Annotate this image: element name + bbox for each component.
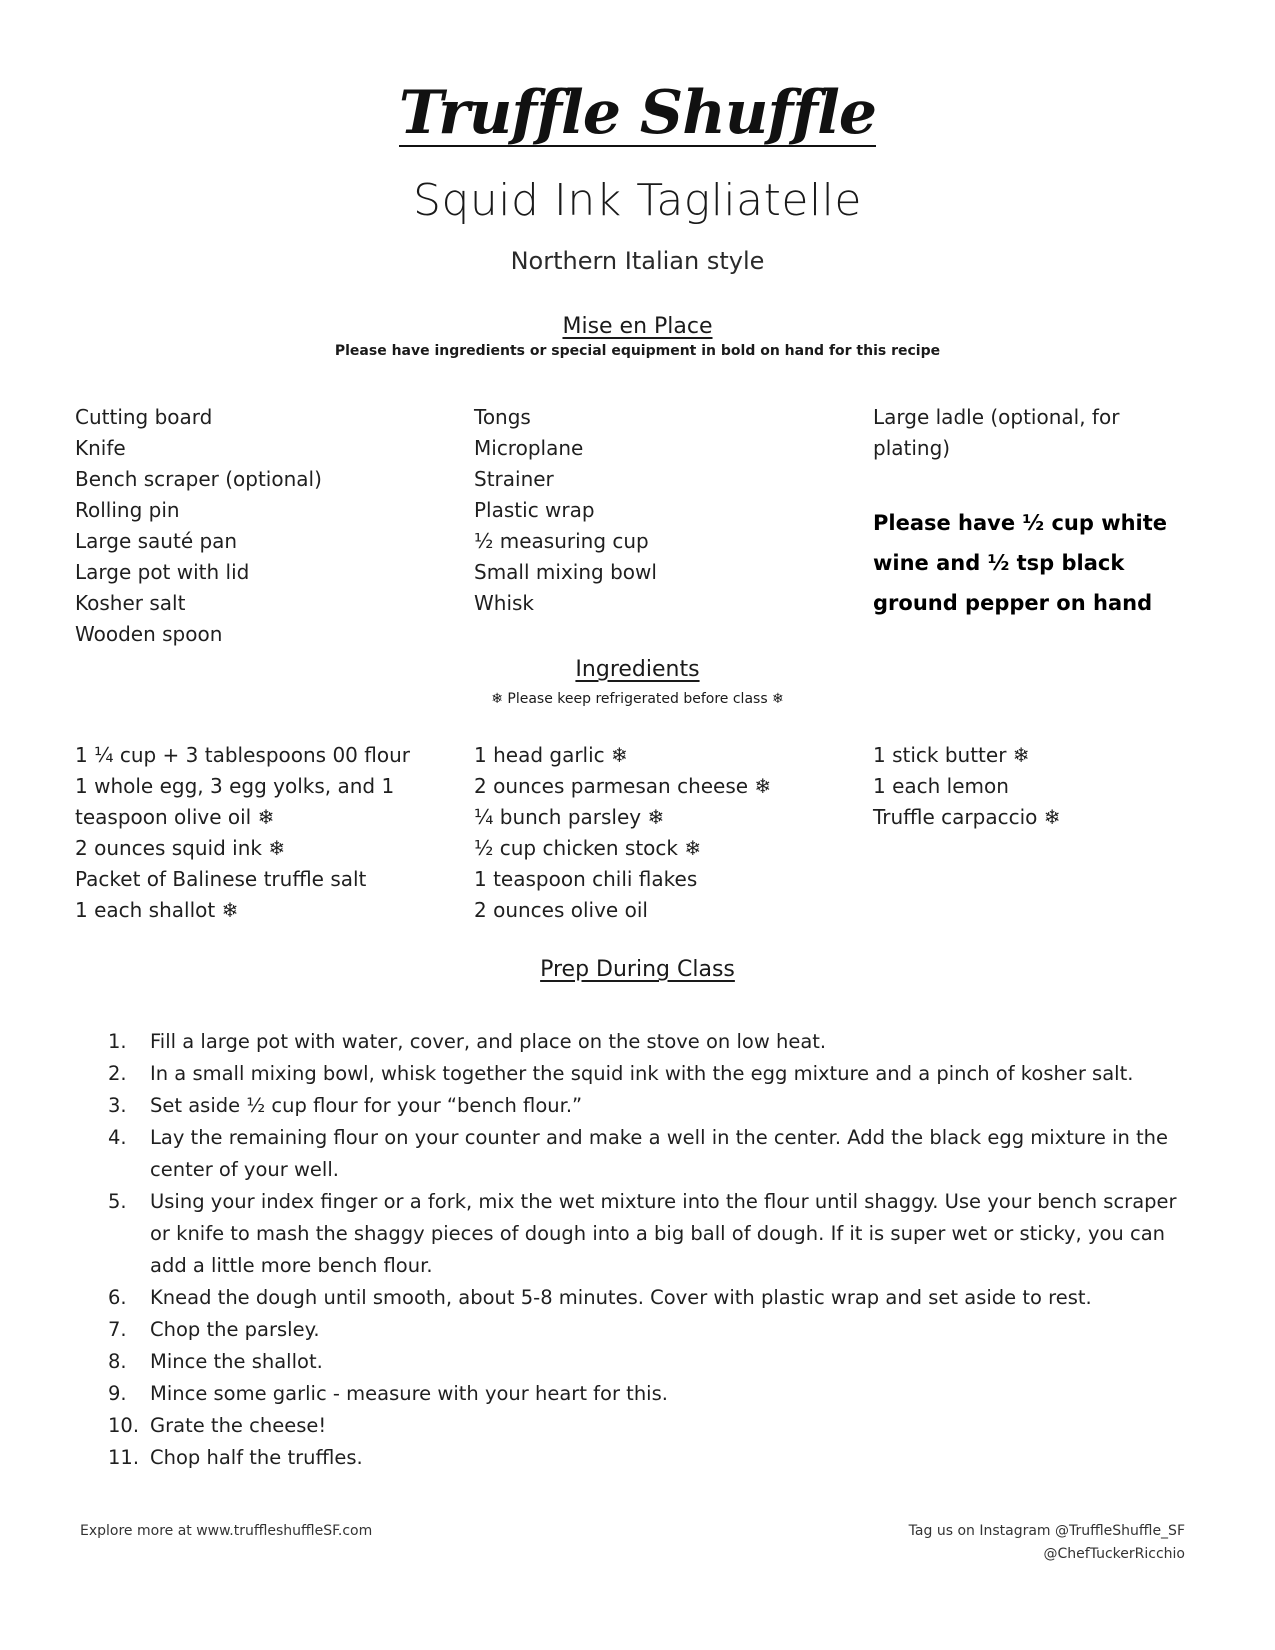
equipment-column-3 [873,402,1163,464]
step-text: Chop half the truffles. [150,1446,363,1469]
prep-step [108,1314,1198,1346]
equipment-item: Microplane [474,436,584,460]
step-number: 2. [108,1062,127,1085]
mise-en-place-note: Please have ingredients or special equipment in bold on hand for this recipe [334,343,941,359]
footer-website-link[interactable]: Explore more at www.truffleshuffleSF.com [80,1523,373,1539]
step-text: Knead the dough until smooth, about 5-8 minutes. Cover with plastic wrap and set aside to rest. [150,1286,1092,1309]
equipment-column-2 [474,402,657,619]
ingredient-item: 1 teaspoon chili flakes [474,867,698,891]
step-number: 6. [108,1286,127,1309]
step-text: In a small mixing bowl, whisk together the squid ink with the egg mixture and a pinch of kosher salt. [150,1062,1134,1085]
step-text: Mince the shallot. [150,1350,323,1373]
prep-steps-list [108,1026,1198,1474]
ingredient-item: 1 head garlic ❄ [474,743,628,767]
ingredients-column-3 [873,740,1061,833]
ingredient-item: 1 ¼ cup + 3 tablespoons 00 flour [75,743,410,767]
prep-step [108,1090,1198,1122]
ingredient-item: 2 ounces squid ink ❄ [75,836,286,860]
step-text: Chop the parsley. [150,1318,320,1341]
prep-step [108,1410,1198,1442]
step-number: 3. [108,1094,127,1117]
equipment-item: Small mixing bowl [474,560,657,584]
step-text: Grate the cheese! [150,1414,327,1437]
footer-social [909,1520,1185,1566]
step-text: Mince some garlic - measure with your heart for this. [150,1382,668,1405]
recipe-title: Squid Ink Tagliatelle [413,175,862,226]
step-number: 4. [108,1126,127,1149]
ingredient-item: 1 whole egg, 3 egg yolks, and 1 teaspoon olive oil ❄ [75,774,395,829]
equipment-item: Whisk [474,591,535,615]
prep-step [108,1346,1198,1378]
prep-step [108,1378,1198,1410]
equipment-item: Bench scraper (optional) [75,467,322,491]
step-number: 5. [108,1190,127,1213]
equipment-item: Wooden spoon [75,622,223,646]
footer-instagram-handle[interactable]: Tag us on Instagram @TruffleShuffle_SF [908,1523,1185,1539]
equipment-item: Strainer [474,467,554,491]
step-number: 9. [108,1382,127,1405]
ingredients-heading: Ingredients [575,657,700,682]
ingredient-item: 1 stick butter ❄ [873,743,1030,767]
equipment-item: Tongs [474,405,531,429]
equipment-item: Large ladle (optional, for plating) [873,405,1120,460]
ingredient-item: 1 each lemon [873,774,1009,798]
mise-en-place-heading: Mise en Place [562,314,713,339]
equipment-item: Kosher salt [75,591,186,615]
prep-step [108,1282,1198,1314]
equipment-item: Cutting board [75,405,213,429]
ingredient-item: 2 ounces parmesan cheese ❄ [474,774,772,798]
ingredient-item: 2 ounces olive oil [474,898,648,922]
prep-step [108,1186,1198,1282]
step-text: Using your index finger or a fork, mix the wet mixture into the flour until shaggy. Use your bench scraper or knife to mash the shaggy pieces of dough into a big ball of dough. If it is super wet or sticky, you can add a little more bench flour. [150,1190,1177,1277]
equipment-item: Large sauté pan [75,529,238,553]
step-number: 1. [108,1030,127,1053]
equipment-item: Plastic wrap [474,498,595,522]
recipe-subtitle: Northern Italian style [510,247,765,275]
equipment-column-1 [75,402,322,650]
prep-step [108,1026,1198,1058]
ingredients-column-1 [75,740,415,926]
logo-text: Truffle Shuffle [398,78,877,148]
ingredients-column-2 [474,740,771,926]
bring-from-home-note: Please have ½ cup white wine and ½ tsp black ground pepper on hand [873,511,1168,615]
prep-step [108,1122,1198,1186]
footer-chef-handle[interactable]: @ChefTuckerRicchio [1043,1546,1185,1562]
ingredient-item: ¼ bunch parsley ❄ [474,805,665,829]
equipment-item: Large pot with lid [75,560,250,584]
step-text: Set aside ½ cup flour for your “bench flour.” [150,1094,583,1117]
ingredient-item: Truffle carpaccio ❄ [873,805,1061,829]
brand-logo [0,78,1275,148]
step-number: 7. [108,1318,127,1341]
equipment-item: ½ measuring cup [474,529,649,553]
refrigerate-note: ❄ Please keep refrigerated before class ❄ [491,691,784,707]
step-text: Lay the remaining flour on your counter and make a well in the center. Add the black egg mixture in the center of your well. [150,1126,1169,1181]
step-text: Fill a large pot with water, cover, and place on the stove on low heat. [150,1030,827,1053]
ingredient-item: 1 each shallot ❄ [75,898,239,922]
prep-step [108,1058,1198,1090]
ingredient-item: ½ cup chicken stock ❄ [474,836,702,860]
ingredient-item: Packet of Balinese truffle salt [75,867,367,891]
step-number: 11. [108,1446,140,1469]
prep-step [108,1442,1198,1474]
equipment-item: Rolling pin [75,498,180,522]
prep-heading: Prep During Class [540,957,735,982]
step-number: 8. [108,1350,127,1373]
step-number: 10. [108,1414,140,1437]
equipment-item: Knife [75,436,126,460]
